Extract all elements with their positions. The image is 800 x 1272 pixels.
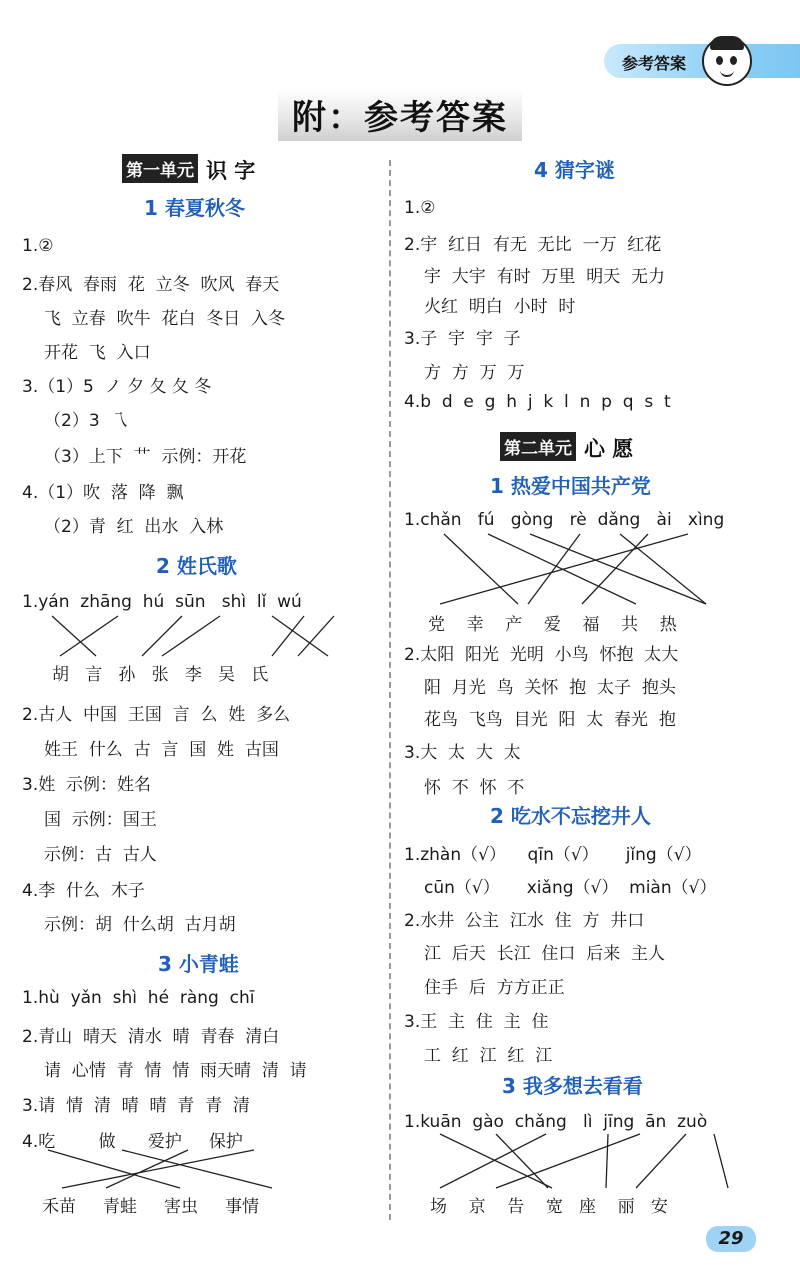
answer-line: 3.王 主 住 主 住 xyxy=(404,1012,549,1032)
unit2-heading: 第二单元 心 愿 xyxy=(500,432,633,463)
answer-line: 开花 飞 入口 xyxy=(44,343,151,363)
lesson-title: 1 热爱中国共产党 xyxy=(490,474,651,498)
answer-line: （2）3 乁 xyxy=(44,411,128,431)
answer-line: （2）青 红 出水 入林 xyxy=(44,517,224,537)
answer-line: 工 红 江 红 江 xyxy=(424,1046,553,1066)
answer-line: 花鸟 飞鸟 目光 阳 太 春光 抱 xyxy=(424,710,676,730)
matching-bottom-row: 场 京 告 宽 座 丽 安 xyxy=(430,1197,668,1217)
answer-line: 2.古人 中国 王国 言 么 姓 多么 xyxy=(22,705,291,725)
lesson-title: 4 猜字谜 xyxy=(534,158,615,182)
answer-line: 示例：胡 什么胡 古月胡 xyxy=(44,915,236,935)
answer-line: 姓王 什么 古 言 国 姓 古国 xyxy=(44,740,279,760)
answer-line: 2.太阳 阳光 光明 小鸟 怀抱 太大 xyxy=(404,645,679,665)
matching-top-row: 1.yán zhāng hú sūn shì lǐ wú xyxy=(22,592,302,612)
answer-line: 2.宇 红日 有无 无比 一万 红花 xyxy=(404,235,662,255)
answer-line: 宇 大宇 有时 万里 明天 无力 xyxy=(424,267,666,287)
unit1-heading: 第一单元 识 字 xyxy=(122,154,255,185)
answer-line: 4.（1）吹 落 降 飘 xyxy=(22,483,184,503)
answer-line: 3.大 太 大 太 xyxy=(404,743,521,763)
answer-line: 飞 立春 吹牛 花白 冬日 入冬 xyxy=(44,309,286,329)
matching-top-row: 4.吃 做 爱护 保护 xyxy=(22,1132,243,1152)
answer-line: 阳 月光 鸟 关怀 抱 太子 抱头 xyxy=(424,678,676,698)
matching-bottom-row: 党 幸 产 爱 福 共 热 xyxy=(428,615,677,635)
page-number: 29 xyxy=(706,1226,756,1252)
lesson-title: 2 吃水不忘挖井人 xyxy=(490,804,651,828)
answer-line: cūn（√） xiǎng（√） miàn（√） xyxy=(424,878,717,898)
matching-bottom-row: 禾苗 青蛙 害虫 事情 xyxy=(42,1197,260,1217)
answer-line: 怀 不 怀 不 xyxy=(424,778,525,798)
answer-line: 国 示例：国王 xyxy=(44,810,157,830)
answer-line: 2.水井 公主 江水 住 方 井口 xyxy=(404,911,645,931)
answer-line: 3.子 宇 宇 子 xyxy=(404,329,521,349)
header-tab-label: 参考答案 xyxy=(622,54,687,73)
answer-line: 1.② xyxy=(22,236,54,256)
page-title: 附：参考答案 xyxy=(0,88,800,141)
answer-line: （3）上下 艹 示例：开花 xyxy=(44,447,247,467)
lesson-title: 3 我多想去看看 xyxy=(502,1074,643,1098)
matching-top-row: 1.chǎn fú gòng rè dǎng ài xìng xyxy=(404,510,725,530)
answer-line: 3.请 情 清 晴 晴 青 青 清 xyxy=(22,1096,250,1116)
answer-line: 1.hù yǎn shì hé ràng chī xyxy=(22,988,255,1008)
lesson-title: 1 春夏秋冬 xyxy=(144,196,245,220)
answer-line: 3.（1）5 ノ 夕 夂 夂 冬 xyxy=(22,377,212,397)
answer-line: 请 心情 青 情 情 雨天晴 清 请 xyxy=(44,1061,307,1081)
answer-line: 4.李 什么 木子 xyxy=(22,881,145,901)
answer-line: 1.zhàn（√） qīn（√） jǐng（√） xyxy=(404,845,702,865)
answer-line: 1.② xyxy=(404,198,436,218)
answer-line: 4.b d e g h j k l n p q s t xyxy=(404,392,671,412)
lesson-title: 2 姓氏歌 xyxy=(156,554,237,578)
answer-line: 住手 后 方方正正 xyxy=(424,978,565,998)
answer-line: 示例：古 古人 xyxy=(44,845,157,865)
answer-line: 方 方 万 万 xyxy=(424,363,525,383)
answer-line: 火红 明白 小时 时 xyxy=(424,297,576,317)
lesson-title: 3 小青蛙 xyxy=(158,952,239,976)
answer-line: 2.青山 晴天 清水 晴 青春 清白 xyxy=(22,1027,280,1047)
matching-bottom-row: 胡 言 孙 张 李 吴 氏 xyxy=(52,665,269,685)
matching-top-row: 1.kuān gào chǎng lì jīng ān zuò xyxy=(404,1112,708,1132)
answer-line: 2.春风 春雨 花 立冬 吹风 春天 xyxy=(22,275,280,295)
answer-line: 3.姓 示例：姓名 xyxy=(22,775,152,795)
answer-line: 江 后天 长江 住口 后来 主人 xyxy=(424,944,666,964)
